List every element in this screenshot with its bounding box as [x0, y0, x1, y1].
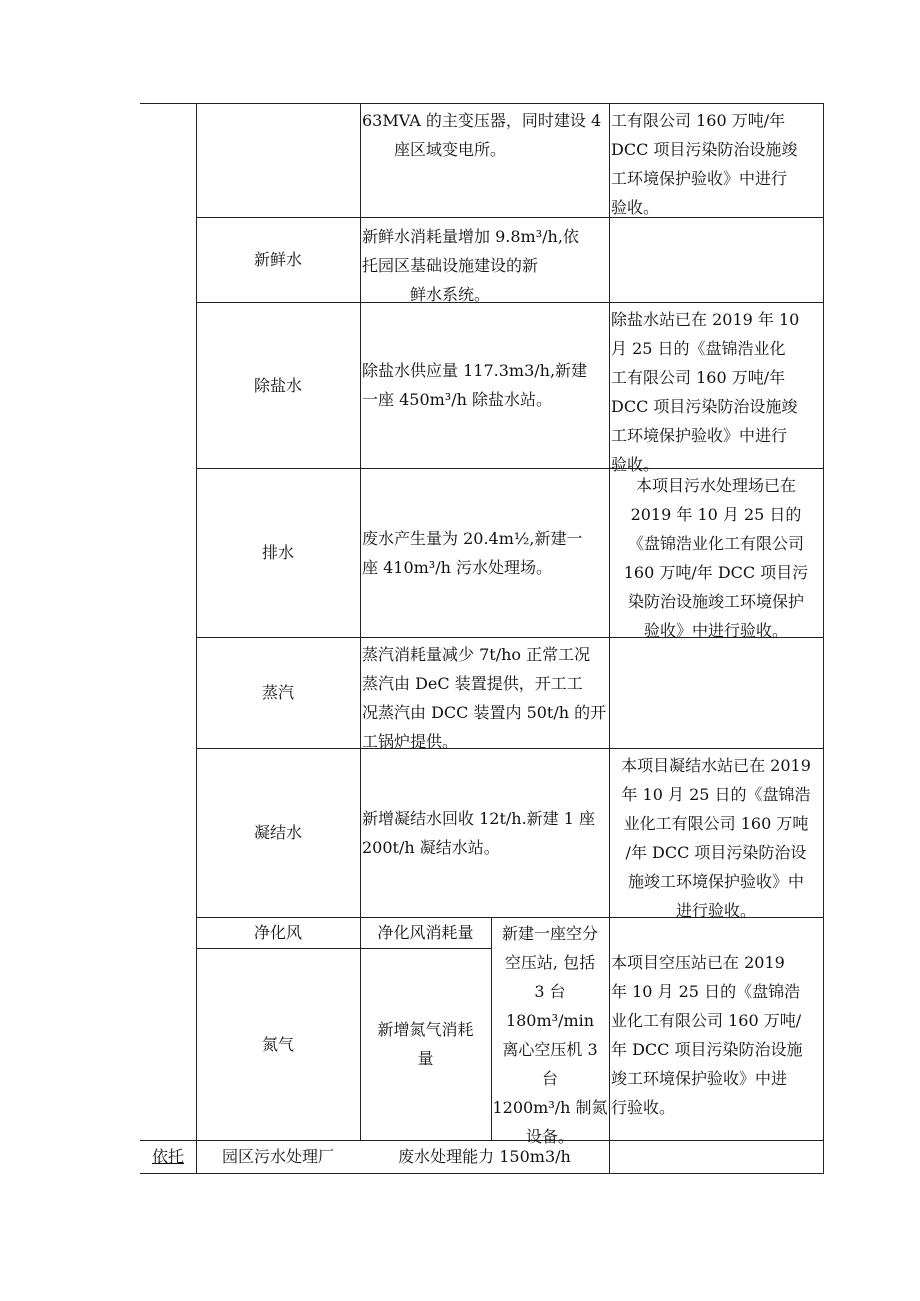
reliance-description: 废水处理能力 150m3/h	[398, 1147, 571, 1166]
steam-description: 蒸汽消耗量减少 7t/ho 正常工况 蒸汽由 DeC 装置提供，开工工 况蒸汽由 DCC 装置内 50t/h 的开 工锅炉提供。	[362, 645, 607, 751]
condensate-name: 凝结水	[253, 823, 302, 842]
purified-air-name: 净化风	[253, 923, 302, 942]
reliance-name: 园区污水处理厂	[221, 1147, 334, 1166]
fresh-water-description: 新鲜水消耗量增加 9.8m³/h,依 托园区基础设施建设的新 鲜水系统。	[362, 227, 579, 304]
desalted-water-name: 除盐水	[253, 375, 302, 395]
transformer-acceptance: 工有限公司 160 万吨/年 DCC 项目污染防治设施竣 工环境保护验收》中进行 验收。	[611, 111, 798, 217]
nitrogen-consumption: 新增氮气消耗 量	[377, 1020, 474, 1068]
reliance-category-label: 依托	[151, 1147, 184, 1166]
reliance-category	[140, 1140, 196, 1173]
purified-air-consumption: 净化风消耗量	[377, 923, 474, 942]
table-rule	[140, 103, 823, 104]
steam-name: 蒸汽	[261, 683, 294, 702]
drainage-name: 排水	[261, 543, 294, 562]
reliance-acceptance	[609, 1140, 823, 1173]
desalted-water-description: 除盐水供应量 117.3m3/h,新建 一座 450m³/h 除盐水站。	[362, 361, 588, 409]
desalted-water-acceptance: 除盐水站已在 2019 年 10 月 25 日的《盘锦浩业化 工有限公司 160 万吨/年 DCC 项目污染防治设施竣 工环境保护验收》中进行 验收。	[611, 310, 800, 474]
table-rule	[140, 1173, 823, 1174]
fresh-water-name: 新鲜水	[253, 250, 302, 269]
transformer-description: 63MVA 的主变压器，同时建设 4 座区域变电所。	[362, 111, 602, 159]
drainage-description: 废水产生量为 20.4m½,新建一 座 410m³/h 污水处理场。	[362, 528, 583, 577]
nitrogen-name: 氮气	[261, 1034, 294, 1054]
condensate-description: 新增凝结水回收 12t/h.新建 1 座 200t/h 凝结水站。	[362, 808, 596, 857]
air-compressor-acceptance: 本项目空压站已在 2019 年 10 月 25 日的《盘锦浩 业化工有限公司 160 万吨/ 年 DCC 项目污染防治设施 竣工环境保护验收》中进 行验收。	[611, 953, 803, 1117]
air-compressor-facility: 新建一座空分 空压站, 包括 3 台 180m³/min 离心空压机 3 台 1200m³/h 制氮 设备。	[492, 924, 608, 1146]
condensate-acceptance: 本项目凝结水站已在 2019 年 10 月 25 日的《盘锦浩 业化工有限公司 160 万吨 /年 DCC 项目污染防治设 施竣工环境保护验收》中 进行验收。	[621, 756, 811, 920]
table-rule	[823, 103, 824, 1174]
drainage-acceptance: 本项目污水处理场已在 2019 年 10 月 25 日的 《盘锦浩业化工有限公司 160 万吨/年 DCC 项目污 染防治设施竣工环境保护 验收》中进行验收。	[623, 476, 809, 640]
